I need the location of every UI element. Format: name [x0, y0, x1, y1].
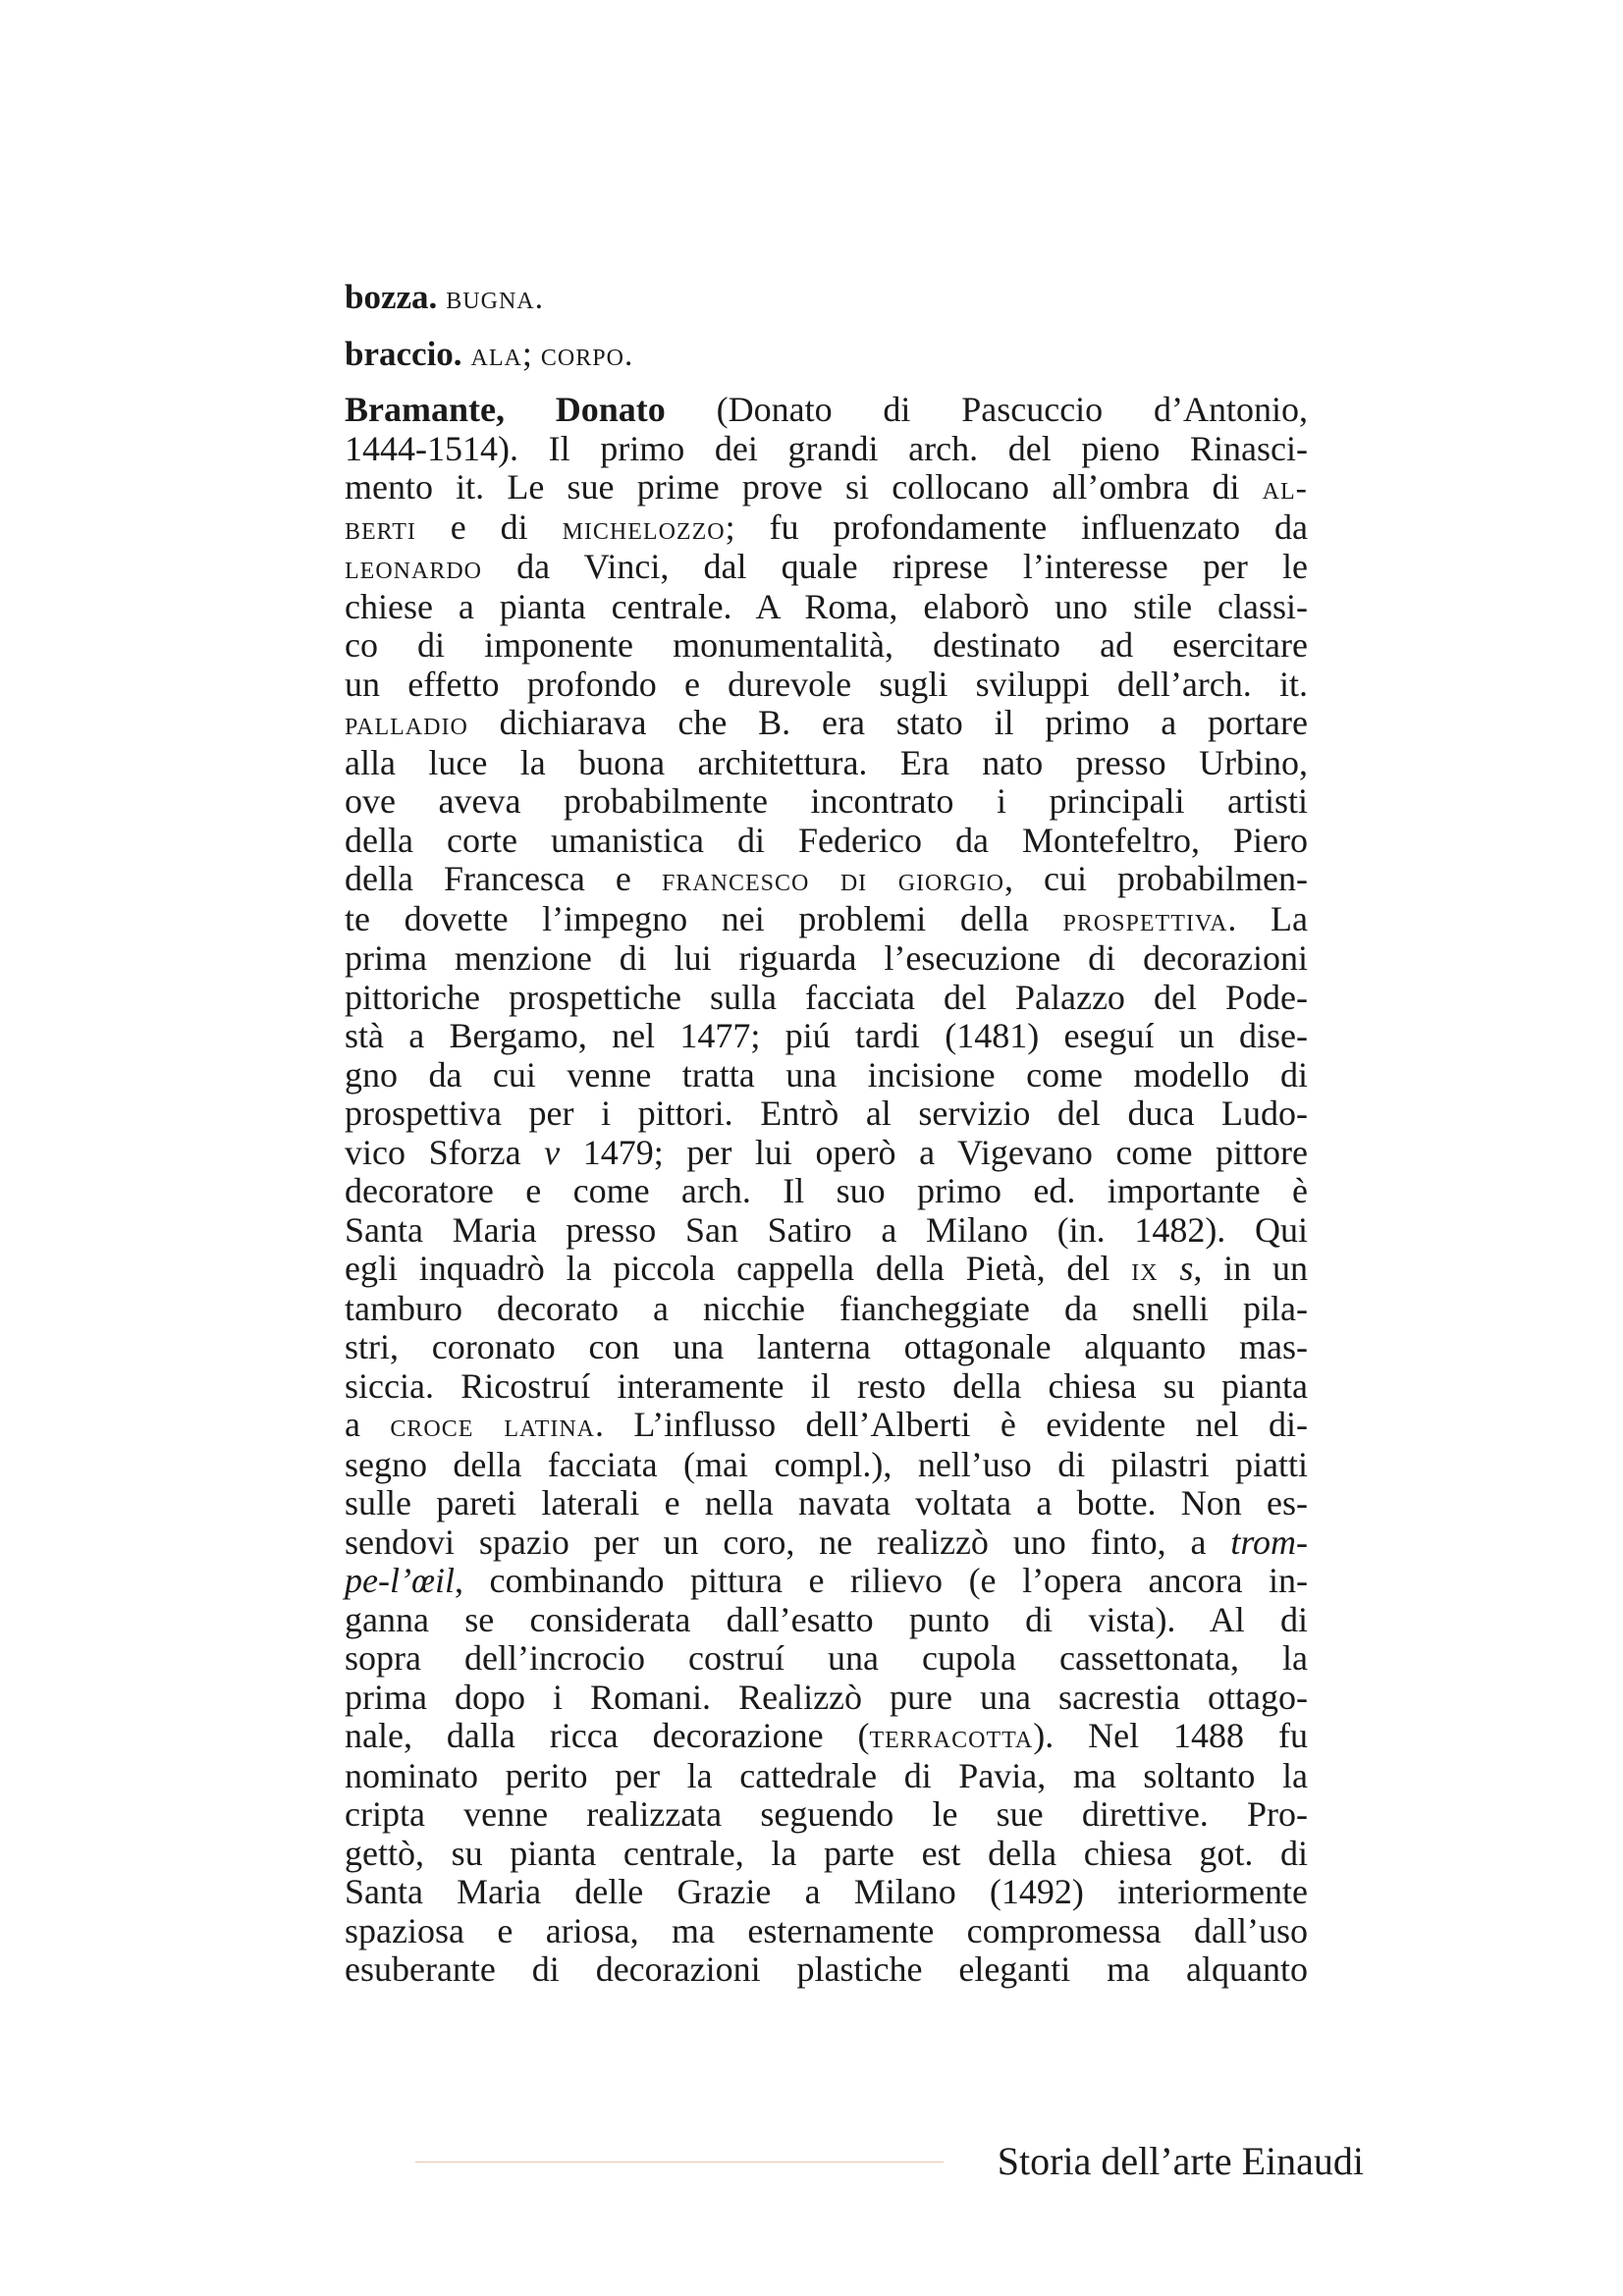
text-run: sendovi spazio per un coro, ne realizzò uno finto, a	[345, 1522, 1231, 1562]
text-run: sulle pareti laterali e nella navata voltata a botte. Non es-	[345, 1483, 1308, 1522]
text-run: 1479; per lui operò a Vigevano come pittore	[560, 1132, 1308, 1172]
entry-text-line	[345, 1484, 1308, 1523]
entry-text-line	[345, 1406, 1308, 1446]
entry-text-line	[345, 900, 1308, 940]
text-run: chiese a pianta centrale. A Roma, elaborò uno stile classi-	[345, 586, 1308, 626]
entry-text-line	[345, 1446, 1308, 1485]
text-run: segno della facciata (mai compl.), nell’uso di pilastri piatti	[345, 1444, 1308, 1484]
text-run: co di imponente monumentalità, destinato ad esercitare	[345, 625, 1308, 665]
entry-text-line	[345, 1717, 1308, 1757]
entry-text-line	[345, 430, 1308, 469]
entry-text-line	[345, 704, 1308, 744]
cross-reference: prospettiva	[1062, 901, 1228, 938]
entry-text-line	[345, 782, 1308, 822]
text-run: stri, coronato con una lanterna ottagonale alquanto mas-	[345, 1327, 1308, 1366]
text-run: della corte umanistica di Federico da Montefeltro, Piero	[345, 820, 1308, 860]
text-run: e di	[415, 507, 563, 547]
entry-text-line	[345, 1290, 1308, 1329]
cross-reference: bugna.	[446, 280, 545, 316]
cross-reference: ix	[1131, 1252, 1159, 1288]
text-run: ove aveva probabilmente incontrato i principali artisti	[345, 781, 1308, 821]
text-run: ganna se considerata dall’esatto punto di vista). Al di	[345, 1599, 1308, 1639]
text-run: decoratore e come arch. Il suo primo ed. importante è	[345, 1171, 1308, 1210]
text-run: egli inquadrò la piccola cappella della Pietà, del	[345, 1249, 1132, 1288]
footer-publication-title: Storia dell’arte Einaudi	[997, 2139, 1364, 2183]
text-run: Santa Maria delle Grazie a Milano (1492) interiormente	[345, 1872, 1308, 1911]
cross-reference: terracotta	[869, 1719, 1034, 1755]
entry-bramante	[345, 391, 1308, 1990]
entry-headword: braccio.	[345, 334, 462, 373]
cross-reference: michelozzo	[562, 509, 726, 547]
cross-reference: ala	[470, 336, 522, 373]
text-run: Santa Maria presso San Satiro a Milano (in. 1482). Qui	[345, 1209, 1308, 1250]
entry-text-line	[345, 588, 1308, 627]
entry-text-line	[345, 1639, 1308, 1679]
cross-reference: croce latina	[390, 1408, 595, 1444]
entry-text-line	[345, 548, 1308, 588]
entry-bozza	[345, 278, 1308, 318]
cross-reference: leonardo	[345, 550, 482, 586]
text-run: a	[345, 1405, 391, 1444]
entry-text-line	[345, 508, 1308, 549]
entry-text-line	[345, 939, 1308, 979]
text-run: pittoriche prospettiche sulla facciata del Palazzo del Pode-	[345, 977, 1308, 1017]
italic-text: v	[544, 1132, 561, 1172]
text-run: stà a Bergamo, nel 1477; piú tardi (1481) eseguí un dise-	[345, 1016, 1308, 1055]
text-run: siccia. Ricostruí interamente il resto della chiesa su pianta	[345, 1365, 1308, 1406]
entry-text-line	[345, 1134, 1308, 1173]
text-run: (Donato di Pascuccio d’Antonio,	[716, 390, 1308, 429]
entry-text-line	[345, 391, 1308, 430]
entry-text-line	[345, 979, 1308, 1018]
text-run: nominato perito per la cattedrale di Pavia, ma soltanto la	[345, 1755, 1308, 1795]
text-run: ; fu profondamente influenzato da	[725, 507, 1308, 547]
entry-text-line	[345, 1835, 1308, 1874]
text-run: , combinando pittura e rilievo (e l’opera ancora in-	[454, 1561, 1308, 1600]
entry-text-line	[345, 1679, 1308, 1718]
text-run: prospettiva per i pittori. Entrò al servizio del duca Ludo-	[345, 1094, 1308, 1133]
entry-text-line	[345, 1250, 1308, 1290]
cross-reference: berti	[345, 509, 416, 547]
entry-text-line	[345, 1328, 1308, 1367]
text-run: gettò, su pianta centrale, la parte est della chiesa got. di	[345, 1833, 1308, 1873]
entry-text-line	[345, 1873, 1308, 1912]
entry-text-line	[345, 1056, 1308, 1095]
entry-text-line	[345, 822, 1308, 861]
entry-text-line	[345, 1172, 1308, 1211]
text-run: mento it. Le sue prime prove si collocano all’ombra di	[345, 467, 1263, 507]
text-run: dichiarava che B. era stato il primo a portare	[467, 703, 1308, 742]
text-run: . L’influsso dell’Alberti è evidente nel di-	[595, 1405, 1309, 1444]
entry-text-line	[345, 1795, 1308, 1835]
text-run: ). Nel 1488 fu	[1033, 1716, 1308, 1755]
cross-reference: palladio	[345, 706, 468, 742]
text-run: . La	[1227, 898, 1308, 938]
entry-text-line	[345, 860, 1308, 900]
text-run: spaziosa e ariosa, ma esternamente compromessa dall’uso	[345, 1910, 1308, 1950]
entry-text-line	[345, 1757, 1308, 1796]
cross-reference: al-	[1262, 470, 1308, 507]
cross-reference: francesco di giorgio	[661, 862, 1005, 898]
page-body	[345, 278, 1308, 1990]
italic-text: s	[1179, 1249, 1194, 1288]
text-run: , cui probabilmen-	[1004, 859, 1308, 898]
text-run: te dovette l’impegno nei problemi della	[345, 898, 1063, 938]
entry-text-line	[345, 1950, 1308, 1990]
italic-text: pe-l’œil	[345, 1561, 455, 1600]
text-run: gno da cui venne tratta una incisione come modello di	[345, 1054, 1308, 1095]
cross-reference: corpo.	[540, 336, 634, 373]
text-run: prima dopo i Romani. Realizzò pure una sacrestia ottago-	[345, 1677, 1308, 1717]
entry-text-line	[345, 1601, 1308, 1640]
text-run: da Vinci, dal quale riprese l’interesse per le	[482, 547, 1308, 586]
entry-text-line	[345, 1367, 1308, 1407]
text-run: esuberante di decorazioni plastiche eleganti ma alquanto	[345, 1949, 1308, 1989]
separator: ;	[521, 333, 541, 373]
text-run: cripta venne realizzata seguendo le sue direttive. Pro-	[345, 1794, 1308, 1834]
entry-text-line	[345, 1017, 1308, 1056]
text-run: tamburo decorato a nicchie fiancheggiate da snelli pila-	[345, 1288, 1308, 1328]
text-run: un effetto profondo e durevole sugli sviluppi dell’arch. it.	[345, 664, 1308, 704]
entry-braccio	[345, 335, 1308, 375]
text-run: , in un	[1193, 1249, 1308, 1288]
page-footer	[415, 2138, 1364, 2187]
text-run: vico Sforza	[345, 1132, 545, 1172]
italic-text: trom-	[1230, 1522, 1308, 1562]
text-run: nale, dalla ricca decorazione (	[345, 1716, 870, 1755]
footer-rule	[415, 2162, 944, 2163]
text-run: 1444-1514). Il primo dei grandi arch. del pieno Rinasci-	[345, 428, 1308, 468]
entry-text-line	[345, 1912, 1308, 1951]
entry-headword: Bramante, Donato	[345, 390, 666, 429]
entry-text-line	[345, 468, 1308, 508]
entry-text-line	[345, 626, 1308, 666]
entry-text-line	[345, 1211, 1308, 1251]
entry-text-line	[345, 1562, 1308, 1601]
entry-text-line	[345, 1523, 1308, 1563]
text-run: della Francesca e	[345, 859, 662, 898]
entry-text-line	[345, 1095, 1308, 1134]
entry-headword: bozza.	[345, 278, 438, 316]
text-run: alla luce la buona architettura. Era nato presso Urbino,	[345, 742, 1308, 782]
text-run: prima menzione di lui riguarda l’esecuzione di decorazioni	[345, 938, 1308, 978]
entry-text-line	[345, 744, 1308, 783]
entry-text-line	[345, 666, 1308, 705]
text-run: sopra dell’incrocio costruí una cupola cassettonata, la	[345, 1638, 1308, 1678]
text-run	[1159, 1249, 1180, 1288]
